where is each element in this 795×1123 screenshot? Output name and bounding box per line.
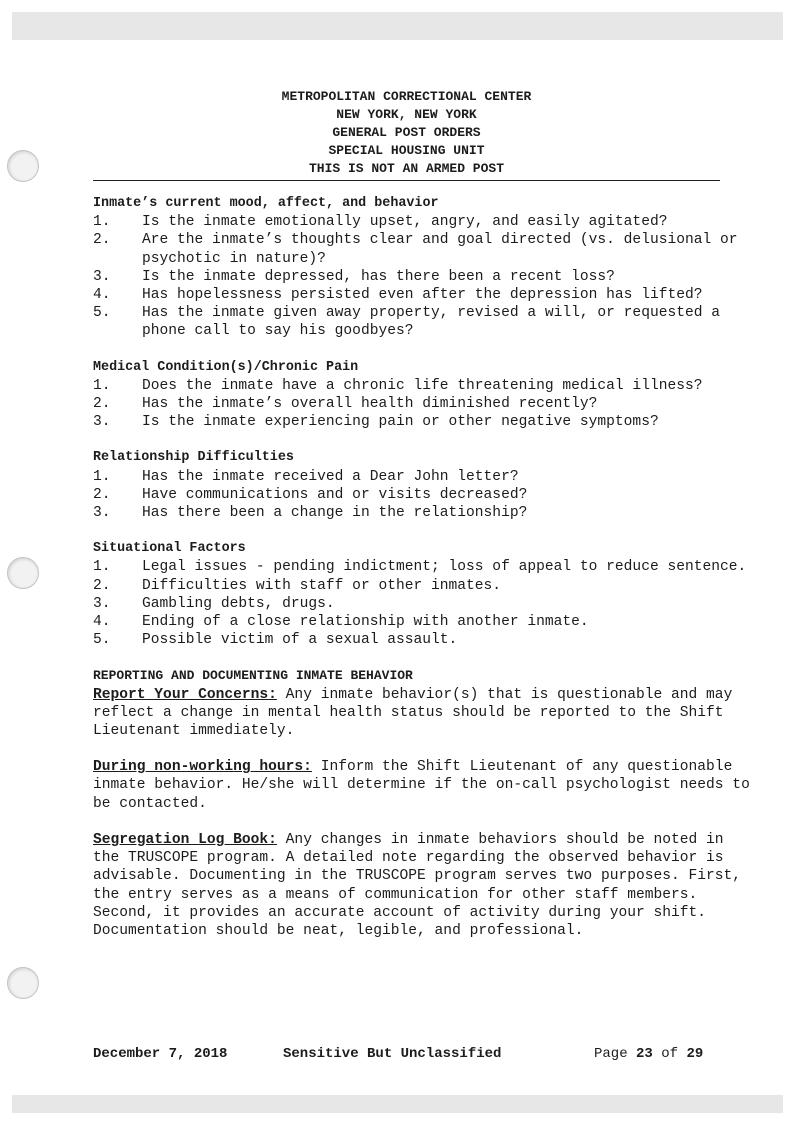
list-item: 1. Does the inmate have a chronic life threatening medical illness? [93, 377, 703, 394]
section-mood [93, 195, 753, 341]
paragraph-text: Inform the Shift Lieutenant of any questionable inmate behavior. He/she will determine if the on-call psychologist needs to be contacted. [93, 759, 750, 812]
list-item: 4. Ending of a close relationship with another inmate. [93, 614, 589, 631]
header-line: METROPOLITAN CORRECTIONAL CENTER [281, 89, 532, 104]
section-title: Relationship Difficulties [93, 450, 294, 466]
list-item: 1. Legal issues - pending indictment; loss of appeal to reduce sentence. [93, 559, 747, 576]
page-footer [93, 1046, 723, 1066]
document-header [93, 88, 720, 181]
section-title: Inmate’s current mood, affect, and behavior [93, 196, 439, 211]
list-item: 2. Are the inmate’s thoughts clear and goal directed (vs. delusional or psychotic in nature)? [93, 232, 738, 267]
section-medical [93, 359, 753, 432]
list-item: 5. Has the inmate given away property, revised a will, or requested a phone call to say his goodbyes? [93, 305, 721, 340]
list-item: 2. Difficulties with staff or other inmates. [93, 577, 502, 594]
list-item: 1. Has the inmate received a Dear John letter? [93, 468, 519, 485]
paragraph-text: Any changes in inmate behaviors should be noted in the TRUSCOPE program. A detailed note regarding the observed behavior is advisable. Documenting in the TRUSCOPE program serves two purposes. First, the entry serves as a means of communication for other staff members. Second, it provides an accurate account of activity during your shift. Documentation should be neat, legible, and professional. [93, 831, 742, 939]
list-item: 5. Possible victim of a sexual assault. [93, 632, 458, 649]
scan-border-top [12, 12, 783, 40]
section-title: Medical Condition(s)/Chronic Pain [93, 359, 359, 375]
list-item: 3. Is the inmate experiencing pain or other negative symptoms? [93, 414, 659, 431]
header-line: NEW YORK, NEW YORK [336, 107, 477, 122]
footer-classification: Sensitive But Unclassified [283, 1046, 502, 1062]
punch-hole [7, 967, 39, 999]
page-number: Page 23 of 29 [594, 1046, 704, 1062]
paragraph-text: Any inmate behavior(s) that is questionable and may reflect a change in mental health status should be reported to the Shift Lieutenant immediately. [93, 686, 733, 740]
punch-hole [7, 150, 39, 182]
document-body [93, 195, 753, 958]
list-item: 3. Has there been a change in the relationship? [93, 505, 528, 522]
section-relationship [93, 449, 753, 522]
paragraph-label: During non-working hours: [93, 759, 312, 776]
paragraph-non-working-hours [93, 758, 753, 813]
paragraph-label: Segregation Log Book: [93, 831, 277, 848]
list-item: 3. Is the inmate depressed, has there been a recent loss? [93, 268, 615, 285]
header-line: SPECIAL HOUSING UNIT [328, 143, 485, 158]
header-line: THIS IS NOT AN ARMED POST [308, 161, 505, 176]
section-situational [93, 540, 753, 649]
section-title: Situational Factors [93, 541, 246, 557]
list-item: 1. Is the inmate emotionally upset, angry, and easily agitated? [93, 214, 668, 231]
footer-date: December 7, 2018 [93, 1046, 228, 1062]
paragraph-log-book [93, 831, 753, 940]
list-item: 3. Gambling debts, drugs. [93, 595, 335, 612]
list-item: 2. Have communications and or visits decreased? [93, 486, 528, 503]
header-line: GENERAL POST ORDERS [332, 125, 481, 140]
scan-border-bottom [12, 1095, 783, 1113]
reporting-title: REPORTING AND DOCUMENTING INMATE BEHAVIOR [93, 668, 413, 684]
list-item: 4. Has hopelessness persisted even after the depression has lifted? [93, 287, 703, 304]
punch-hole [7, 557, 39, 589]
header-divider [93, 180, 720, 181]
list-item: 2. Has the inmate’s overall health diminished recently? [93, 396, 598, 413]
paragraph-label: Report Your Concerns: [93, 686, 277, 703]
paragraph-report-concerns [93, 686, 753, 741]
